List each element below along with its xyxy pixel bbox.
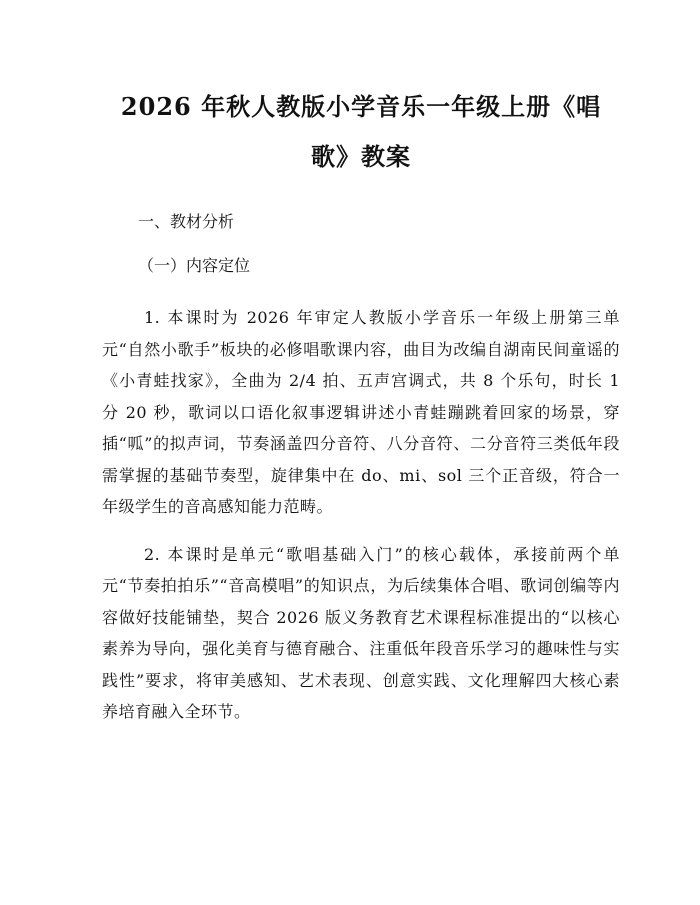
title-line-2: 歌》教案 bbox=[311, 142, 411, 171]
paragraph-1: 1. 本课时为 2026 年审定人教版小学音乐一年级上册第三单元“自然小歌手”板块的必修唱歌课内容，曲目为改编自湖南民间童谣的《小青蛙找家》，全曲为 2/4 拍、五声宫调式，共 8 个乐句，时长 1 分 20 秒，歌词以口语化叙事逻辑讲述小青蛙蹦跳着回家的场景，穿插“呱”的拟声词，节奏涵盖四分音符、八分音符、二分音符三类低年段需掌握的基础节奏型，旋律集中在 do、mi、sol 三个正音级，符合一年级学生的音高感知能力范畴。 bbox=[102, 308, 620, 516]
subsection-heading: （一）内容定位 bbox=[138, 256, 251, 275]
section-heading: 一、教材分析 bbox=[138, 212, 235, 231]
paragraph-2: 2. 本课时是单元“歌唱基础入门”的核心载体，承接前两个单元“节奏拍拍乐”“音高模唱”的知识点，为后续集体合唱、歌词创编等内容做好技能铺垫，契合 2026 版义务教育艺术课程标准提出的“以核心素养为导向，强化美育与德育融合、注重低年段音乐学习的趣味性与实践性”要求，将审美感知、艺术表现、创意实践、文化理解四大核心素养培育融入全环节。 bbox=[102, 544, 620, 721]
document-title bbox=[102, 0, 620, 182]
title-line-1: 2026 年秋人教版小学音乐一年级上册《唱 bbox=[120, 92, 602, 121]
